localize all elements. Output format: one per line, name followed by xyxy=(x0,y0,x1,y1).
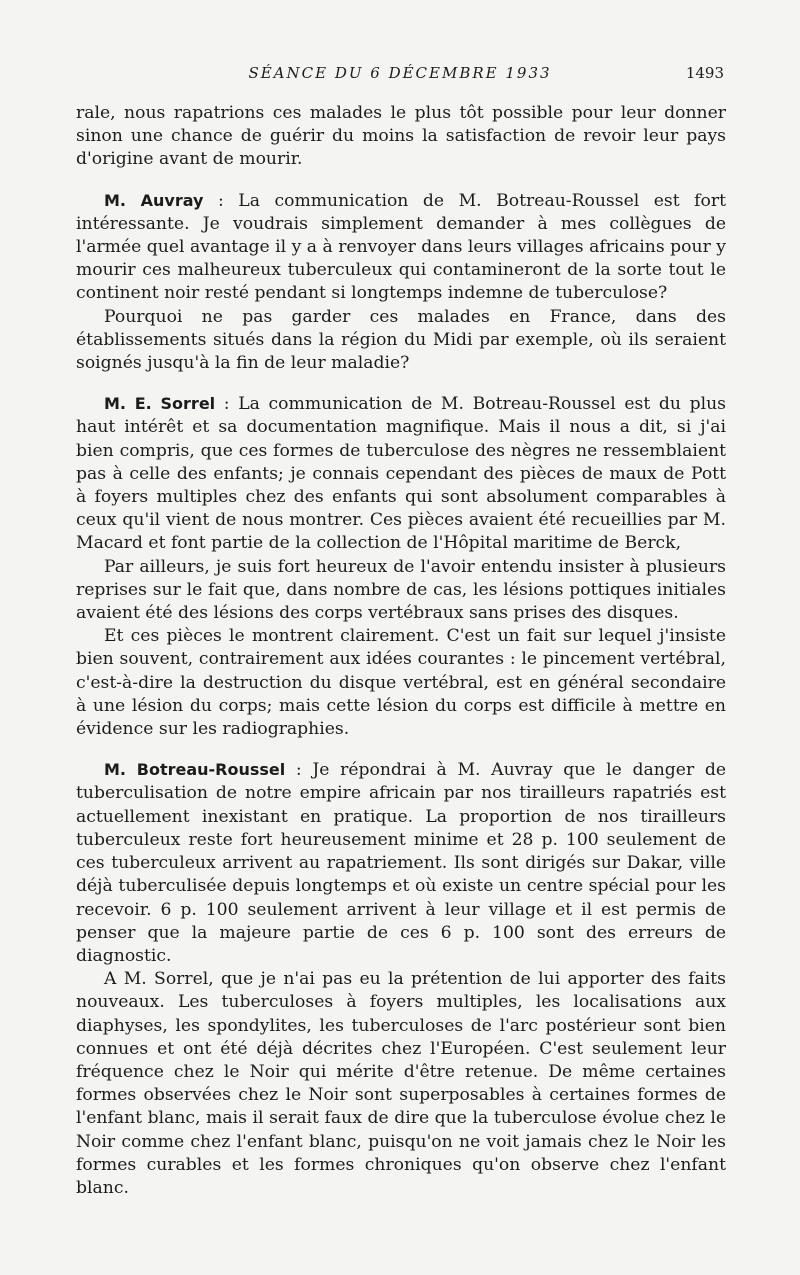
paragraph xyxy=(76,968,726,1200)
paragraph xyxy=(76,625,726,741)
paragraph-text: Et ces pièces le montrent clairement. C'est un fait sur lequel j'insiste bien souvent, contrairement aux idées courantes : le pincement vertébral, c'est-à-dire la destruction du disque vertébral, est en général secondaire à une lésion du corps; mais cette lésion du corps est difficile à mettre en évidence sur les radiographies. xyxy=(76,626,726,740)
paragraph-text: : La communication de M. Botreau-Roussel est du plus haut intérêt et sa documentation magnifique. Mais il nous a dit, si j'ai bien compris, que ces formes de tuberculose des nègres ne ressemblaient pas à celle des enfants; je connais cependant des pièces de maux de Pott à foyers multiples chez des enfants qui sont absolument comparables à ceux qu'il vient de nous montrer. Ces pièces avaient été recueillies par M. Macard et font partie de la collection de l'Hôpital maritime de Berck, xyxy=(76,394,726,554)
paragraph-text: Par ailleurs, je suis fort heureux de l'avoir entendu insister à plusieurs reprises sur le fait que, dans nombre de cas, les lésions pottiques initiales avaient été des lésions des corps vertébraux sans prises des disques. xyxy=(76,556,726,624)
paragraph-text: : La communication de M. Botreau-Roussel est fort intéressante. Je voudrais simplement demander à mes collègues de l'armée quel avantage il y a à renvoyer dans leurs villages africains pour y mourir ces malheureux tuberculeux qui contamineront de la sorte tout le continent noir resté pendant si longtemps indemne de tuberculose? xyxy=(76,190,727,304)
paragraph xyxy=(76,102,726,172)
paragraph xyxy=(76,556,726,626)
page-header xyxy=(76,64,724,84)
paragraph-text: : Je répondrai à M. Auvray que le danger de tuberculisation de notre empire africain par nos tirailleurs rapatriés est actuellement inexistant en pratique. La proportion de nos tirailleurs tuberculeux reste fort heureusement minime et 28 p. 100 seulement de ces tuberculeux arrivent au rapatriement. Ils sont dirigés sur Dakar, ville déjà tuberculisée depuis longtemps et où existe un centre spécial pour les recevoir. 6 p. 100 seulement arrivent à leur village et il est permis de penser que la majeure partie de ces 6 p. 100 sont des erreurs de diagnostic. xyxy=(76,760,726,966)
paragraph xyxy=(76,392,726,555)
paragraph-text: A M. Sorrel, que je n'ai pas eu la prétention de lui apporter des faits nouveaux. Les tuberculoses à foyers multiples, les localisations aux diaphyses, les spondylites, les tuberculoses de l'arc postérieur sont bien connues et ont été déjà décrites chez l'Européen. C'est seulement leur fréquence chez le Noir qui mérite d'être retenue. De même certaines formes observées chez le Noir sont superposables à certaines formes de l'enfant blanc, mais il serait faux de dire que la tuberculose évolue chez le Noir comme chez l'enfant blanc, puisqu'on ne voit jamais chez le Noir les formes curables et les formes chroniques qu'on observe chez l'enfant blanc. xyxy=(76,969,726,1198)
speaker-name: M. Auvray xyxy=(104,190,204,210)
speaker-name: M. E. Sorrel xyxy=(104,394,216,414)
speaker-name: M. Botreau-Roussel xyxy=(104,760,286,780)
page-number: 1493 xyxy=(685,64,724,82)
paragraph xyxy=(76,758,726,968)
paragraph-text: rale, nous rapatrions ces malades le plus tôt possible pour leur donner sinon une chance de guérir du moins la satisfaction de revoir leur pays d'origine avant de mourir. xyxy=(76,103,726,170)
running-title: SÉANCE DU 6 DÉCEMBRE 1933 xyxy=(248,64,552,82)
body-text xyxy=(76,102,726,1200)
paragraph xyxy=(76,306,726,376)
paragraph xyxy=(76,189,726,306)
paragraph-text: Pourquoi ne pas garder ces malades en France, dans des établissements situés dans la région du Midi par exemple, où ils seraient soignés jusqu'à la fin de leur maladie? xyxy=(76,306,726,374)
